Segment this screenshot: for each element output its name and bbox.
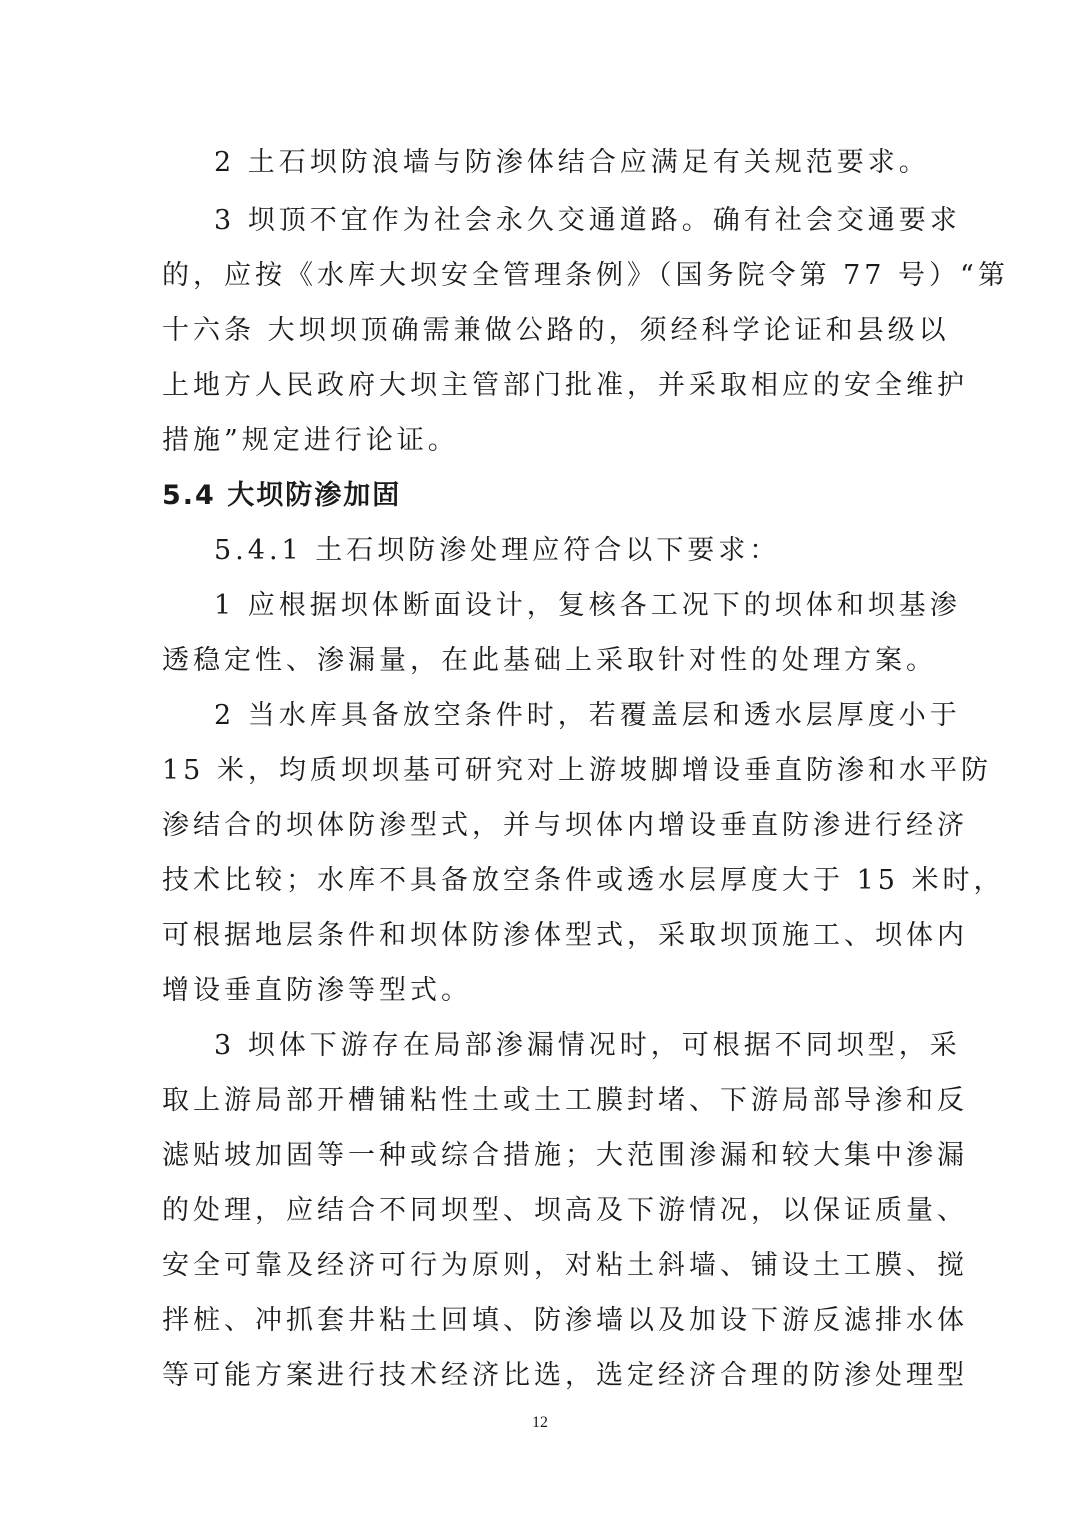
text-line: 可根据地层条件和坝体防渗体型式，采取坝顶施工、坝体内 [162,920,968,951]
text-line: 2 当水库具备放空条件时，若覆盖层和透水层厚度小于 [214,700,961,731]
text-line: 的处理，应结合不同坝型、坝高及下游情况，以保证质量、 [162,1195,968,1226]
text-line: 透稳定性、渗漏量，在此基础上采取针对性的处理方案。 [162,645,937,676]
text-line: 技术比较；水库不具备放空条件或透水层厚度大于 15 米时， [162,865,1005,896]
text-line: 上地方人民政府大坝主管部门批准，并采取相应的安全维护 [162,370,968,401]
text-line: 增设垂直防渗等型式。 [162,975,472,1006]
text-line: 的，应按《水库大坝安全管理条例》（国务院令第 77 号）“第 [162,260,1009,291]
text-line: 等可能方案进行技术经济比选，选定经济合理的防渗处理型 [162,1360,968,1391]
text-line: 渗结合的坝体防渗型式，并与坝体内增设垂直防渗进行经济 [162,810,968,841]
text-line: 拌桩、冲抓套井粘土回填、防渗墙以及加设下游反滤排水体 [162,1305,968,1336]
text-line: 2 土石坝防浪墙与防渗体结合应满足有关规范要求。 [214,147,930,178]
text-line: 十六条 大坝坝顶确需兼做公路的，须经科学论证和县级以 [162,315,950,346]
text-line: 安全可靠及经济可行为原则，对粘土斜墙、铺设土工膜、搅 [162,1250,968,1281]
text-line: 滤贴坡加固等一种或综合措施；大范围渗漏和较大集中渗漏 [162,1140,968,1171]
text-line: 5.4.1 土石坝防渗处理应符合以下要求： [214,535,781,566]
section-heading: 5.4 大坝防渗加固 [162,480,402,511]
text-line: 措施”规定进行论证。 [162,425,459,456]
text-line: 取上游局部开槽铺粘性土或土工膜封堵、下游局部导渗和反 [162,1085,968,1116]
text-line: 15 米，均质坝坝基可研究对上游坡脚增设垂直防渗和水平防 [162,755,992,786]
text-line: 3 坝顶不宜作为社会永久交通道路。确有社会交通要求 [214,205,961,236]
page-number: 12 [532,1414,548,1431]
text-line: 3 坝体下游存在局部渗漏情况时，可根据不同坝型，采 [214,1030,961,1061]
text-line: 1 应根据坝体断面设计，复核各工况下的坝体和坝基渗 [214,590,961,621]
